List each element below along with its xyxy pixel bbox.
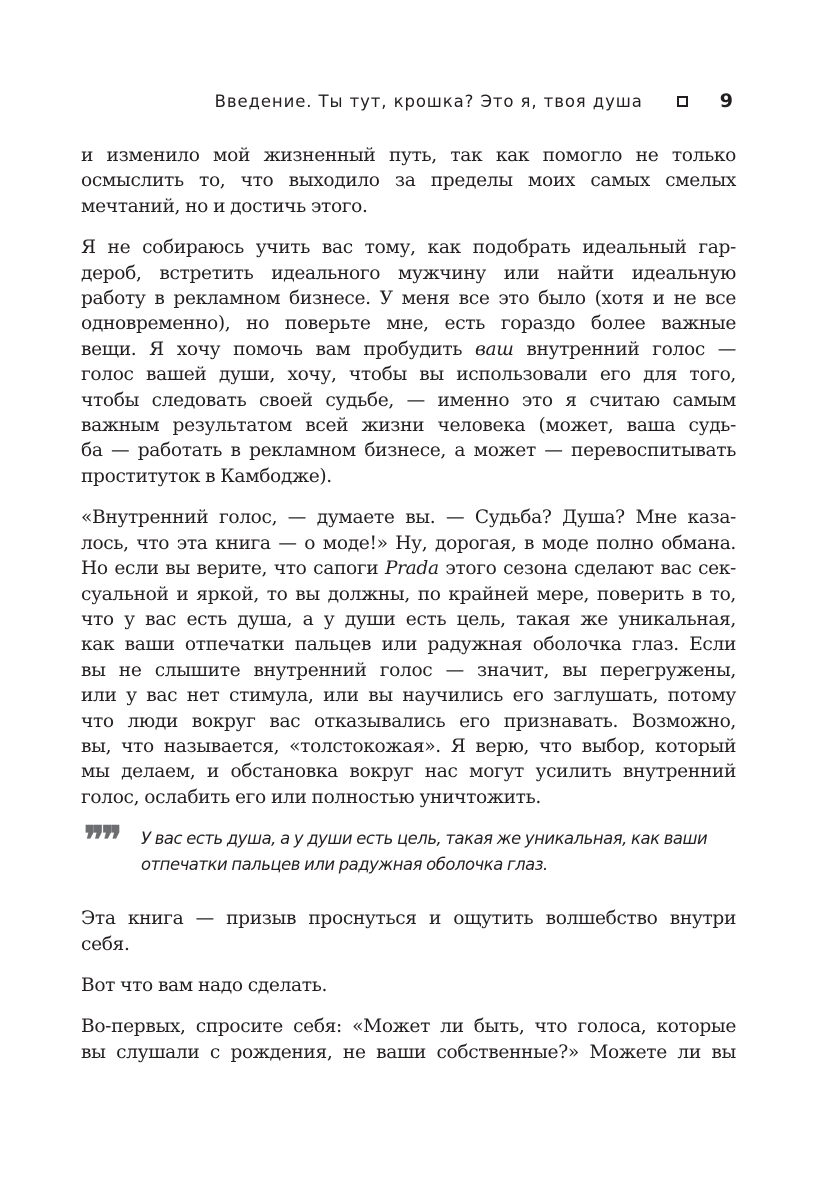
text-line: что люди вокруг вас отказывались его признавать. Возможно, [81, 710, 736, 732]
text-line: Я не собираюсь учить вас тому, как подобрать идеальный гар- [81, 237, 736, 259]
emphasis-text: Prada [384, 558, 439, 580]
paragraphs-before-quote [81, 143, 736, 810]
text-run: этого сезона сделают вас сек- [438, 558, 736, 580]
text-run: внутренний голос — [513, 338, 736, 360]
text-line: мы делаем, и обстановка вокруг нас могут усилить внутренний [81, 761, 736, 783]
text-run: вещи. Я хочу помочь вам пробудить [81, 338, 475, 360]
text-line: важным результатом всей жизни человека (может, ваша судь- [81, 415, 736, 437]
text-line [81, 556, 736, 581]
paragraph [81, 973, 736, 998]
text-run: Но если вы верите, что сапоги [81, 558, 385, 580]
pull-quote-line: У вас есть душа, а у души есть цель, такая же уникальная, как ваши [141, 829, 708, 849]
paragraph [81, 1014, 736, 1065]
paragraph [81, 505, 736, 810]
text-line: вы слушали с рождения, не ваши собственные?» Можете ли вы [81, 1041, 736, 1063]
text-line: проституток в Камбодже). [81, 465, 332, 487]
text-line: вы, что называется, «толстокожая». Я верю, что выбор, который [81, 735, 736, 757]
text-line: и изменило мой жизненный путь, так как помогло не только [81, 145, 736, 166]
text-line: «Внутренний голос, — думаете вы. — Судьба? Душа? Мне каза- [81, 507, 736, 529]
paragraph [81, 143, 736, 219]
text-line: голос, ослабить его или полностью уничтожить. [81, 786, 541, 808]
text-line: или у вас нет стимула, или вы научились его заглушать, потому [81, 685, 736, 707]
page-number: 9 [719, 90, 733, 112]
text-line: чтобы следовать своей судьбе, — именно это я считаю самым [81, 389, 736, 411]
text-line: Во-первых, спросите себя: «Может ли быть, что голоса, которые [81, 1016, 736, 1038]
paragraph [81, 235, 736, 489]
text-line: Эта книга — призыв проснуться и ощутить волшебство внутри [81, 908, 736, 930]
text-line: как ваши отпечатки пальцев или радужная оболочка глаз. Если [81, 634, 736, 656]
text-line: Вот что вам надо сделать. [81, 974, 328, 996]
text-line: работу в рекламном бизнесе. У меня все это было (хотя и не все [81, 288, 736, 310]
body-text [81, 143, 736, 1081]
text-line: себя. [81, 933, 130, 955]
quote-mark-icon: ❞❞ [84, 817, 119, 863]
running-header [215, 88, 733, 114]
text-line: осмыслить то, что выходило за пределы моих самых смелых [81, 170, 736, 192]
chapter-title: Введение. Ты тут, крошка? Это я, твоя душа [214, 91, 643, 111]
text-line: дероб, встретить идеального мужчину или найти идеальную [81, 262, 736, 284]
text-line: вы не слышите внутренний голос — значит, вы перегружены, [81, 659, 736, 681]
text-line: суальной и яркой, то вы должны, по крайней мере, поверить в то, [81, 583, 736, 605]
pull-quote [81, 817, 736, 878]
text-line: ба — работать в рекламном бизнесе, а может — перевоспитывать [81, 440, 736, 462]
text-line: одновременно), но поверьте мне, есть гораздо более важные [81, 313, 736, 335]
pull-quote-line: отпечатки пальцев или радужная оболочка глаз. [141, 855, 548, 875]
text-line [81, 337, 736, 362]
paragraph [81, 906, 736, 957]
text-line: что у вас есть душа, а у души есть цель, такая же уникальная, [81, 608, 736, 630]
square-bullet-icon [677, 96, 688, 107]
text-line: голос вашей души, хочу, чтобы вы использовали его для того, [81, 364, 736, 386]
text-line: лось, что эта книга — о моде!» Ну, дорогая, в моде полно обмана. [81, 532, 736, 554]
paragraphs-after-quote [81, 906, 736, 1065]
emphasis-text: ваш [474, 338, 514, 360]
text-line: мечтаний, но и достичь этого. [81, 195, 368, 217]
